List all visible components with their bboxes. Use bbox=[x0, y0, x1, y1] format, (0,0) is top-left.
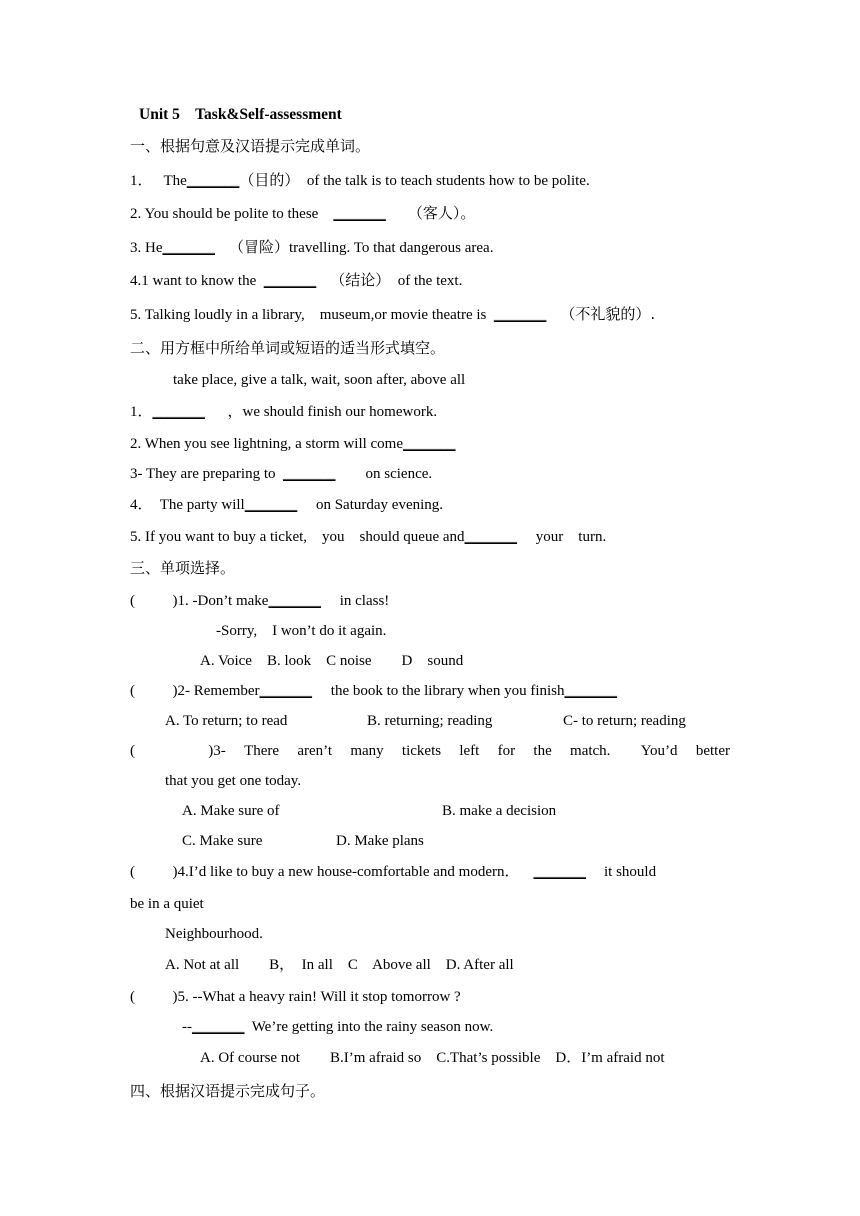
answer-blank: _______ bbox=[493, 307, 547, 323]
part3-question-5: ( )5. --What a heavy rain! Will it stop tomorrow ? bbox=[130, 989, 461, 1005]
part2-question-3: 3- They are preparing to _______ on science. bbox=[130, 466, 433, 482]
answer-blank: _______ bbox=[259, 683, 313, 699]
part3-question-3: ( )3- There aren’t many tickets left for the match. You’d better bbox=[130, 743, 730, 759]
section-3-heading: 三、单项选择。 bbox=[130, 559, 236, 577]
part1-question-1: 1． The_______（目的） of the talk is to teach students how to be polite. bbox=[130, 171, 590, 189]
answer-blank: _______ bbox=[162, 240, 215, 256]
part1-question-3: 3. He_______ （冒险）travelling. To that dangerous area. bbox=[130, 238, 494, 256]
part3-question-3-option-d: D. Make plans bbox=[336, 833, 424, 849]
part3-question-5-reply: --_______ We’re getting into the rainy season now. bbox=[182, 1019, 494, 1035]
part1-question-2: 2. You should be polite to these _______ （客人）。 bbox=[130, 204, 476, 222]
part2-question-5: 5. If you want to buy a ticket, you should queue and_______ your turn. bbox=[130, 529, 607, 545]
part3-question-4-continuation-2: Neighbourhood. bbox=[165, 926, 263, 942]
part3-question-4: ( )4.I’d like to buy a new house-comfortable and modern． _______ it should bbox=[130, 864, 657, 880]
part3-question-2-option-c: C- to return; reading bbox=[563, 713, 686, 729]
part2-question-4: 4． The party will_______ on Saturday evening. bbox=[130, 497, 444, 513]
answer-blank: _______ bbox=[403, 436, 456, 452]
part3-question-2-option-a: A. To return; to read bbox=[165, 713, 288, 729]
document-title: Unit 5 Task&Self-assessment bbox=[139, 106, 342, 123]
answer-blank: _______ bbox=[268, 593, 321, 609]
answer-blank: _______ bbox=[464, 529, 518, 545]
answer-blank: _______ bbox=[192, 1019, 245, 1035]
section-4-heading: 四、根据汉语提示完成句子。 bbox=[130, 1082, 326, 1100]
part1-question-4: 4.1 want to know the _______ （结论） of the text. bbox=[130, 271, 463, 289]
section-1-heading: 一、根据句意及汉语提示完成单词。 bbox=[130, 137, 371, 155]
answer-blank: _______ bbox=[186, 173, 240, 189]
answer-blank: _______ bbox=[283, 466, 336, 482]
answer-blank: _______ bbox=[564, 683, 618, 699]
answer-blank: _______ bbox=[244, 497, 298, 513]
part3-question-4-options: A. Not at all B， In all C Above all D. After all bbox=[165, 957, 514, 973]
part3-question-1-reply: -Sorry, I won’t do it again. bbox=[216, 623, 387, 639]
part3-question-2: ( )2- Remember_______ the book to the library when you finish_______ bbox=[130, 683, 618, 699]
part2-question-1: 1．_______ ，we should finish our homework. bbox=[130, 404, 438, 420]
part3-question-5-options: A. Of course not B.I’m afraid so C.That’s possible D．I’m afraid not bbox=[200, 1050, 665, 1066]
part3-question-3-option-b: B. make a decision bbox=[442, 803, 557, 819]
answer-blank: _______ bbox=[263, 273, 317, 289]
part3-question-2-option-b: B. returning; reading bbox=[367, 713, 493, 729]
section-2-heading: 二、用方框中所给单词或短语的适当形式填空。 bbox=[130, 339, 446, 357]
part3-question-4-continuation: be in a quiet bbox=[130, 896, 204, 912]
part3-question-3-option-c: C. Make sure bbox=[182, 833, 263, 849]
answer-blank: _______ bbox=[533, 864, 586, 880]
part3-question-1: ( )1. -Don’t make_______ in class! bbox=[130, 593, 390, 609]
answer-blank: _______ bbox=[152, 404, 206, 420]
part3-question-3-option-a: A. Make sure of bbox=[182, 803, 280, 819]
part3-question-1-options: A. Voice B. look C noise D sound bbox=[200, 653, 464, 669]
part1-question-5: 5. Talking loudly in a library, museum,or movie theatre is _______ （不礼貌的）. bbox=[130, 305, 656, 323]
answer-blank: _______ bbox=[333, 206, 386, 222]
part2-question-2: 2. When you see lightning, a storm will come_______ bbox=[130, 436, 456, 452]
word-box: take place, give a talk, wait, soon after, above all bbox=[173, 372, 466, 388]
part3-question-3-continuation: that you get one today. bbox=[165, 773, 302, 789]
